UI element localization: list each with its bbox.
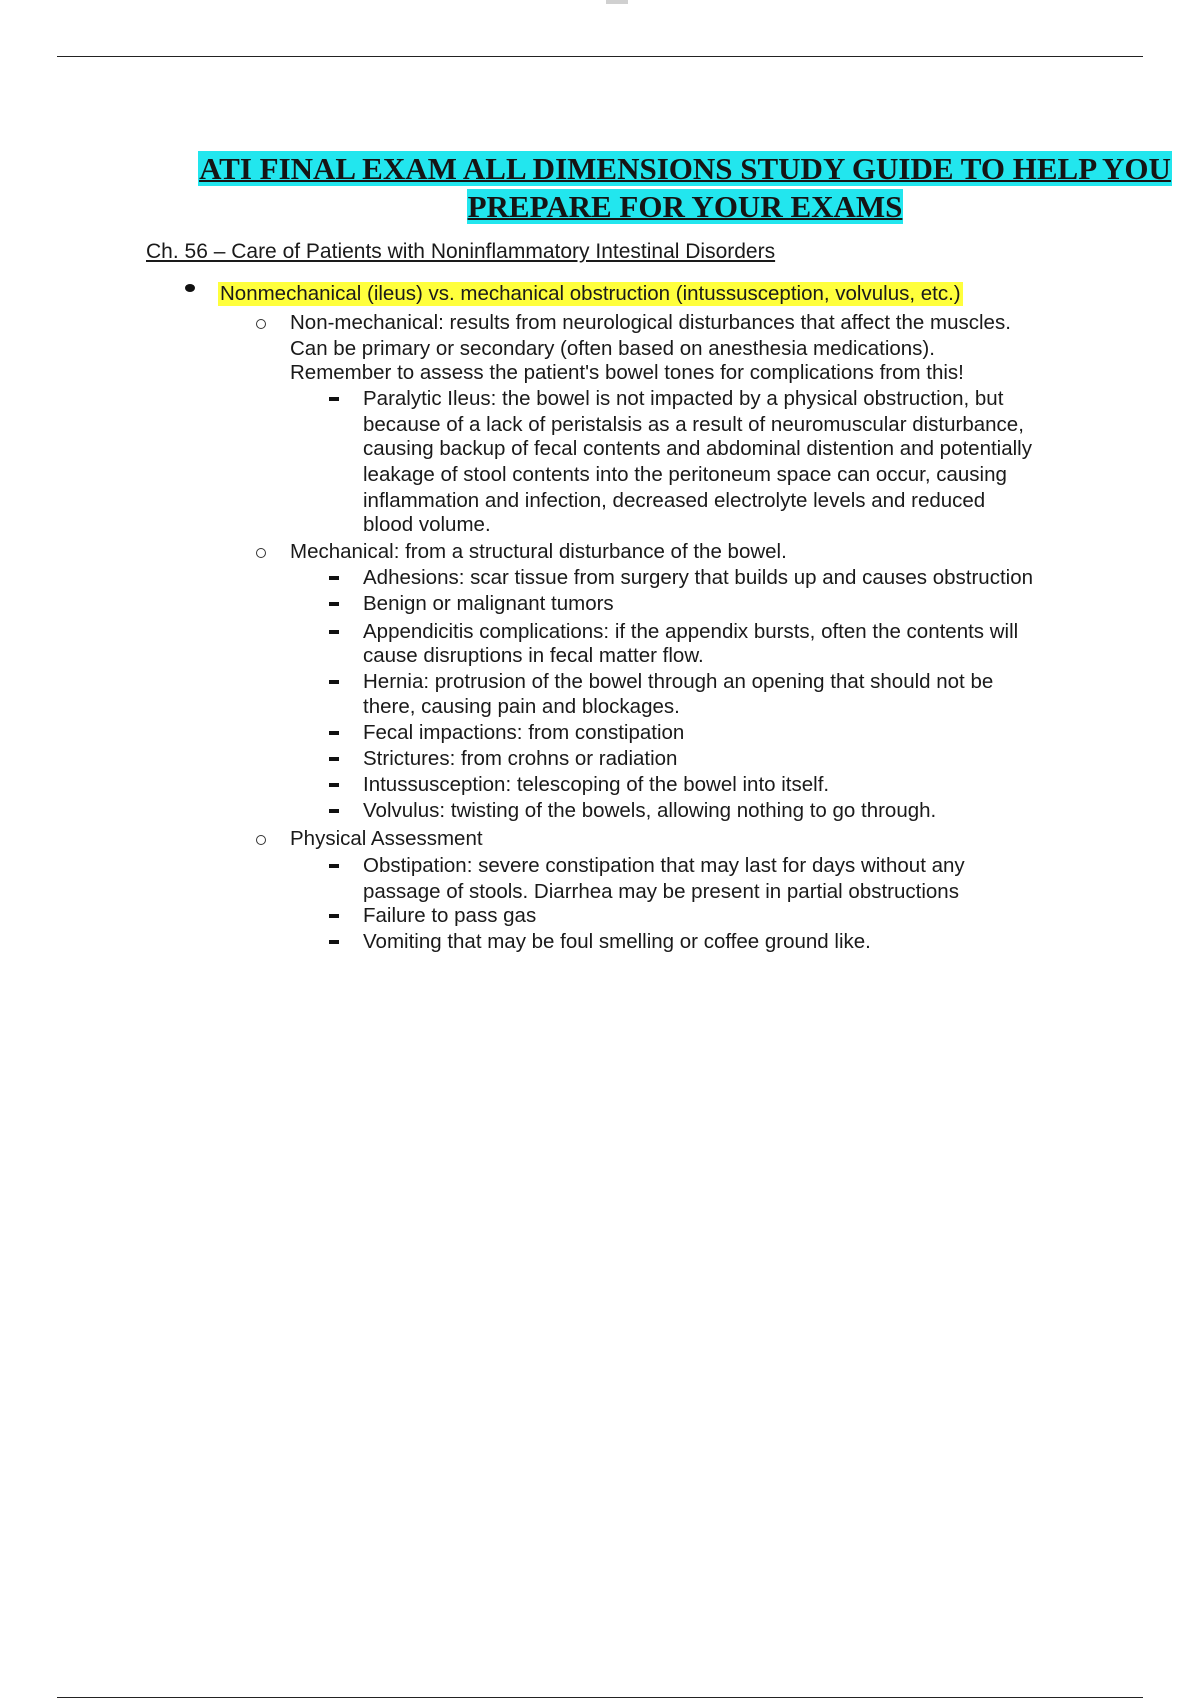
dash-bullet-icon bbox=[329, 914, 339, 918]
paralytic-ileus-line: Paralytic Ileus: the bowel is not impacted by a physical obstruction, but bbox=[363, 387, 1004, 410]
dash-bullet-icon bbox=[329, 602, 339, 606]
mechanical-item: Benign or malignant tumors bbox=[363, 592, 614, 615]
dash-bullet-icon bbox=[329, 940, 339, 944]
mechanical-item: cause disruptions in fecal matter flow. bbox=[363, 644, 704, 667]
nonmechanical-line: Can be primary or secondary (often based on anesthesia medications). bbox=[290, 337, 935, 360]
nonmechanical-line: Non-mechanical: results from neurological disturbances that affect the muscles. bbox=[290, 311, 1011, 334]
dash-bullet-icon bbox=[329, 397, 339, 401]
circle-bullet-icon bbox=[256, 548, 266, 558]
mechanical-label: Mechanical: from a structural disturbance of the bowel. bbox=[290, 540, 787, 563]
paralytic-ileus-line: inflammation and infection, decreased electrolyte levels and reduced bbox=[363, 489, 986, 512]
paralytic-ileus-line: causing backup of fecal contents and abdominal distention and potentially bbox=[363, 437, 1032, 460]
chapter-heading: Ch. 56 – Care of Patients with Noninflammatory Intestinal Disorders bbox=[146, 240, 776, 263]
assessment-item: Vomiting that may be foul smelling or coffee ground like. bbox=[363, 930, 871, 953]
main-bullet-text: Nonmechanical (ileus) vs. mechanical obstruction (intussusception, volvulus, etc.) bbox=[220, 282, 961, 305]
bullet-disc-icon bbox=[185, 284, 195, 292]
dash-bullet-icon bbox=[329, 731, 339, 735]
title-line-2: PREPARE FOR YOUR EXAMS bbox=[467, 189, 903, 224]
mechanical-item: Strictures: from crohns or radiation bbox=[363, 747, 678, 770]
mechanical-item: Fecal impactions: from constipation bbox=[363, 721, 685, 744]
circle-bullet-icon bbox=[256, 835, 266, 845]
mechanical-item: Intussusception: telescoping of the bowel into itself. bbox=[363, 773, 830, 796]
nonmechanical-line: Remember to assess the patient's bowel tones for complications from this! bbox=[290, 361, 964, 384]
document-title bbox=[170, 150, 1200, 226]
paralytic-ileus-line: because of a lack of peristalsis as a result of neuromuscular disturbance, bbox=[363, 413, 1024, 436]
paralytic-ileus-line: leakage of stool contents into the peritoneum space can occur, causing bbox=[363, 463, 1007, 486]
dash-bullet-icon bbox=[329, 630, 339, 634]
mechanical-item: there, causing pain and blockages. bbox=[363, 695, 680, 718]
mechanical-item: Adhesions: scar tissue from surgery that builds up and causes obstruction bbox=[363, 566, 1034, 589]
dash-bullet-icon bbox=[329, 576, 339, 580]
paralytic-ileus-line: blood volume. bbox=[363, 513, 491, 536]
dash-bullet-icon bbox=[329, 809, 339, 813]
assessment-item: Failure to pass gas bbox=[363, 904, 537, 927]
top-rule bbox=[57, 56, 1143, 57]
assessment-item: Obstipation: severe constipation that may last for days without any bbox=[363, 854, 965, 877]
assessment-item: passage of stools. Diarrhea may be present in partial obstructions bbox=[363, 880, 959, 903]
circle-bullet-icon bbox=[256, 319, 266, 329]
dash-bullet-icon bbox=[329, 757, 339, 761]
dash-bullet-icon bbox=[329, 864, 339, 868]
mechanical-item: Appendicitis complications: if the appendix bursts, often the contents will bbox=[363, 620, 1019, 643]
dash-bullet-icon bbox=[329, 680, 339, 684]
mechanical-item: Volvulus: twisting of the bowels, allowing nothing to go through. bbox=[363, 799, 937, 822]
title-line-1: ATI FINAL EXAM ALL DIMENSIONS STUDY GUIDE TO HELP YOU bbox=[199, 151, 1171, 186]
mechanical-item: Hernia: protrusion of the bowel through an opening that should not be bbox=[363, 670, 994, 693]
physical-assessment-label: Physical Assessment bbox=[290, 827, 483, 850]
page-marker bbox=[606, 0, 628, 4]
bottom-rule bbox=[57, 1697, 1143, 1698]
dash-bullet-icon bbox=[329, 783, 339, 787]
